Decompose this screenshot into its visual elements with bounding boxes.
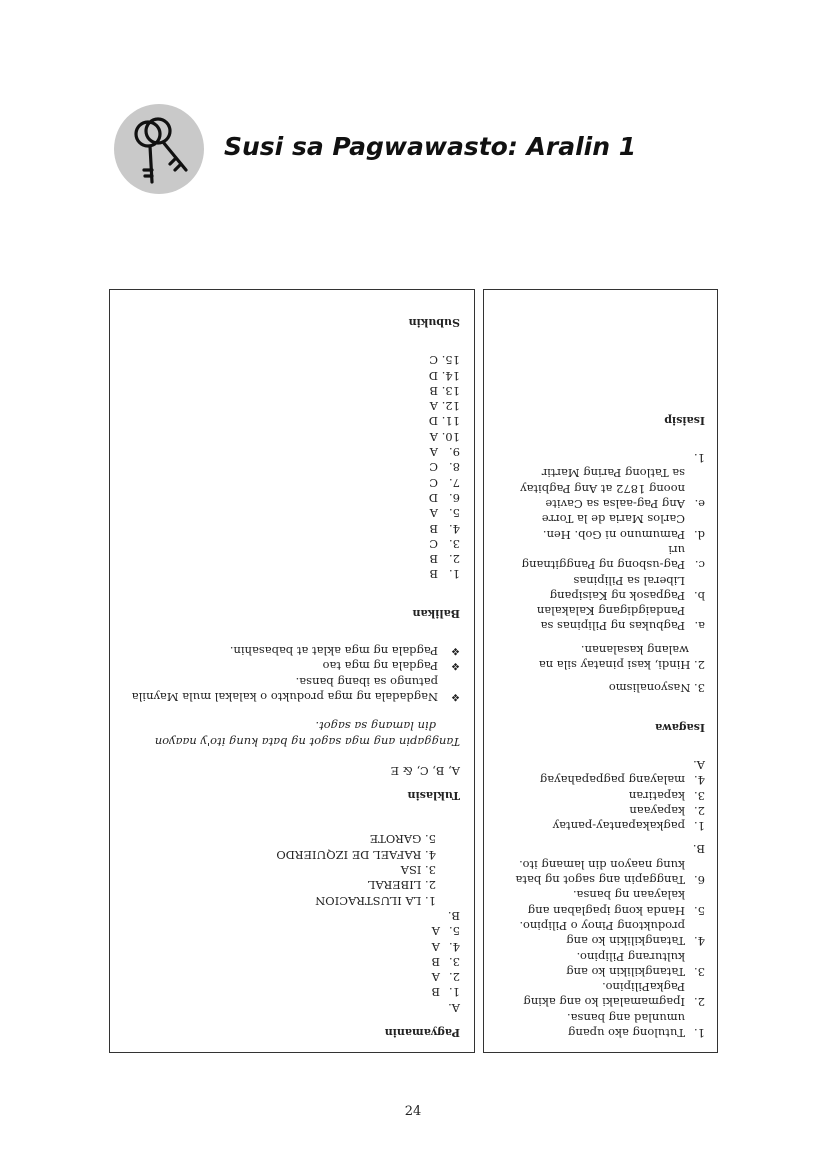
page-title: Susi sa Pagwawasto: Aralin 1 — [224, 132, 637, 161]
list-item — [124, 413, 460, 428]
pagyamanin-part-a-list — [124, 923, 460, 999]
answer-number: 3. — [694, 788, 705, 803]
pagyamanin-part-a-label: A. — [448, 1000, 460, 1015]
list-item — [124, 969, 460, 984]
bullet-line: Nagdadala ng mga produkto o kalakal mula Maynila — [131, 689, 438, 704]
sub-item-text — [520, 465, 685, 511]
answer-value: D — [428, 490, 438, 505]
list-item — [124, 352, 460, 367]
answer-value: A — [429, 399, 438, 414]
list-item — [124, 536, 460, 551]
heading-subukin: Subukin — [408, 316, 460, 330]
list-item — [124, 984, 460, 999]
list-item: 4. RAFAEL DE IZQUIERDO — [276, 847, 436, 862]
pagyamanin-part-b-label: B. — [447, 908, 460, 923]
answer-value: A — [429, 506, 438, 521]
heading-isaisip: Isaisip — [664, 413, 705, 427]
answer-value: C — [429, 475, 438, 490]
answer-number: 4. — [694, 934, 705, 949]
answer-number: 4. — [694, 773, 705, 788]
list-item — [124, 938, 460, 953]
answer-value: pagkakapantay-pantay — [552, 819, 685, 834]
sub-item-text — [522, 542, 685, 573]
answer-number: 4. — [449, 521, 460, 536]
isaisip-item-2: 2. Hindi, kasi pinatay sila na walang kasalanan. — [538, 642, 705, 673]
answer-number: 9. — [449, 445, 460, 460]
list-item — [124, 367, 460, 382]
answer-number: 5. — [449, 924, 460, 939]
sub-item-line: Liberal sa Pilipinas — [573, 573, 685, 588]
list-item: 1. LA ILUSTRACION — [315, 893, 436, 908]
keys-icon-badge — [114, 104, 204, 194]
list-item — [496, 465, 705, 511]
answer-value: B — [429, 383, 438, 398]
list-item — [124, 383, 460, 398]
list-item — [496, 542, 705, 573]
answer-number: 13. — [441, 383, 460, 398]
answer-value: B — [429, 552, 438, 567]
list-item — [124, 551, 460, 566]
answer-number: 1. — [694, 819, 705, 834]
list-item — [124, 444, 460, 459]
sub-item-line: Pamumuno ni Gob. Hen. — [542, 527, 685, 542]
answer-number: 1. — [694, 1026, 705, 1040]
isagawa-part-a-list — [496, 772, 705, 833]
sub-item-text — [542, 511, 685, 542]
list-item — [124, 658, 460, 673]
isaisip-sub-list — [496, 465, 705, 633]
sub-item-line: noong 1872 at Ang Pagbitay — [520, 481, 685, 496]
answer-number: 5. — [694, 903, 705, 918]
bullet-text — [323, 658, 438, 673]
answer-value: C — [429, 460, 438, 475]
sub-item-line: sa Tatlong Paring Martir — [541, 466, 685, 481]
answer-number: 3. — [694, 964, 705, 979]
list-item — [124, 643, 460, 658]
sub-item-letter: d. — [693, 527, 705, 542]
answer-box-right — [483, 289, 718, 1053]
sub-item-letter: a. — [694, 619, 705, 634]
list-item — [124, 429, 460, 444]
bullet-icon: ❖ — [451, 660, 460, 672]
answer-number: 8. — [449, 460, 460, 475]
answer-line: produktong Pinoy o Pilipino. — [519, 918, 685, 933]
page-number: 24 — [404, 1104, 422, 1119]
answer-value: A — [429, 429, 438, 444]
answer-number: 1. — [449, 567, 460, 582]
answer-number: 14. — [441, 368, 460, 383]
answer-value: kapayaan — [629, 803, 685, 818]
list-item — [496, 887, 705, 918]
bullet-icon: ❖ — [451, 645, 460, 657]
answer-number: 4. — [449, 939, 460, 954]
list-item: 5. GAROTE — [369, 832, 436, 847]
answer-line: umunlad ang bansa. — [567, 1010, 685, 1025]
sub-item-letter: e. — [694, 497, 705, 512]
answer-text — [528, 887, 685, 918]
bullet-text — [132, 673, 438, 704]
answer-value: B — [429, 567, 438, 582]
list-item — [496, 1009, 705, 1040]
answer-number: 5. — [449, 506, 460, 521]
heading-pagyamanin: Pagyamanin — [384, 1026, 460, 1039]
heading-balikan: Balikan — [412, 606, 460, 620]
sub-item-letter: b. — [693, 588, 705, 603]
answer-value: B — [429, 521, 438, 536]
subukin-answer-list — [124, 352, 460, 581]
answer-value: A — [431, 924, 440, 939]
balikan-bullet-list — [124, 643, 460, 704]
answer-number: 11. — [441, 414, 460, 429]
answer-line: kung naayon din lamang ito. — [519, 857, 685, 872]
isagawa-part-b-list — [496, 856, 705, 1040]
answer-value: kapatiran — [628, 788, 685, 803]
answer-number: 2. — [694, 995, 705, 1010]
list-item: 2. LIBERAL — [367, 878, 436, 893]
answer-text — [516, 856, 685, 887]
sub-item-text — [550, 572, 685, 603]
sub-item-text — [537, 603, 685, 634]
answer-box-left — [109, 289, 475, 1053]
sub-item-line: Pag-usbong ng Panggitnang — [521, 558, 685, 573]
list-item — [124, 459, 460, 474]
answer-number: 1. — [449, 985, 460, 1000]
list-item — [496, 603, 705, 634]
answer-value: D — [428, 368, 438, 383]
answer-line: Tatangkilikin ko ang — [566, 934, 685, 949]
answer-line: kulturang Pilipino. — [576, 949, 685, 964]
answer-value: C — [429, 353, 438, 368]
list-item — [124, 505, 460, 520]
isaisip-item-3: 3. Nasyonalismo — [608, 681, 705, 696]
answer-line: Tutulong ako upang — [568, 1026, 685, 1040]
heading-tuklasin: Tuklasin — [407, 789, 460, 803]
list-item — [124, 954, 460, 969]
list-item: 3. ISA — [400, 863, 436, 878]
bullet-line: Pagdala ng mga aklat at babasahin. — [229, 644, 438, 659]
answer-number: 6. — [694, 873, 705, 888]
answer-number: 3. — [449, 536, 460, 551]
rotated-content-left — [110, 290, 474, 1052]
answer-line: Handa kong ipaglaban ang — [527, 903, 685, 918]
answer-value: malayang pagpapahayag — [539, 773, 685, 788]
sub-item-line: Pagpasok ng Kaisipang — [549, 588, 685, 603]
answer-value: A — [431, 939, 440, 954]
list-item — [124, 520, 460, 535]
answer-line: Tatangkilikin ko ang — [566, 964, 685, 979]
list-item — [496, 948, 705, 979]
answer-number: 2. — [449, 552, 460, 567]
pagyamanin-part-b-list — [124, 831, 460, 907]
isagawa-part-a-label: A. — [693, 757, 705, 772]
sub-item-line: Carlos Maria de la Torre — [541, 512, 685, 527]
heading-isagawa: Isagawa — [655, 720, 705, 734]
balikan-note: Tanggapin ang mga sagot ng bata kung ito'y naayon din lamang sa sagot. — [154, 719, 460, 749]
sub-item-line: uri — [668, 542, 685, 557]
isaisip-item-1-label: 1. — [694, 451, 705, 466]
list-item — [124, 474, 460, 489]
list-item — [496, 787, 705, 802]
answer-text — [523, 979, 685, 1010]
list-item — [496, 918, 705, 949]
answer-text — [519, 918, 685, 949]
sub-item-line: Pagbukas ng Pilipinas sa — [540, 619, 685, 634]
answer-line: Tanggapin ang sagot ng bata — [515, 873, 685, 888]
list-item — [496, 511, 705, 542]
list-item — [124, 566, 460, 581]
rotated-content-right — [484, 290, 717, 1052]
answer-value: A — [431, 970, 440, 985]
list-item — [496, 818, 705, 833]
answer-text — [566, 948, 685, 979]
list-item — [496, 803, 705, 818]
tuklasin-answer: A, B, C, & E — [390, 763, 460, 778]
bullet-line: patungo sa ibang bansa. — [295, 674, 438, 689]
sub-item-line: Ang Pag-aalsa sa Cavite — [545, 497, 685, 512]
list-item — [124, 923, 460, 938]
bullet-icon: ❖ — [451, 690, 460, 702]
answer-value: A — [429, 445, 438, 460]
bullet-line: Pagdala ng mga tao — [322, 659, 438, 674]
answer-number: 15. — [441, 353, 460, 368]
answer-line: Ipagmamalaki ko ang aking — [523, 995, 685, 1010]
list-item — [124, 673, 460, 704]
answer-number: 6. — [449, 490, 460, 505]
list-item — [496, 856, 705, 887]
answer-value: C — [429, 536, 438, 551]
sub-item-line: Pandaigdigang Kalakalan — [536, 604, 685, 619]
answer-number: 2. — [694, 803, 705, 818]
answer-number: 10. — [441, 429, 460, 444]
list-item — [496, 572, 705, 603]
list-item — [496, 979, 705, 1010]
list-item — [124, 398, 460, 413]
answer-number: 7. — [449, 475, 460, 490]
bullet-text — [230, 643, 438, 658]
answer-number: 12. — [441, 399, 460, 414]
answer-number: 2. — [449, 970, 460, 985]
list-item — [496, 772, 705, 787]
answer-line: PagkaPilipino. — [602, 980, 685, 995]
answer-value: B — [431, 985, 440, 1000]
answer-number: 3. — [449, 954, 460, 969]
list-item — [124, 490, 460, 505]
answer-line: kalayaan ng bansa. — [572, 888, 685, 903]
answer-text — [567, 1009, 685, 1040]
isagawa-part-b-label: B. — [692, 842, 705, 857]
answer-value: B — [431, 954, 440, 969]
answer-value: D — [428, 414, 438, 429]
keys-icon — [114, 104, 204, 194]
sub-item-letter: c. — [694, 558, 705, 573]
